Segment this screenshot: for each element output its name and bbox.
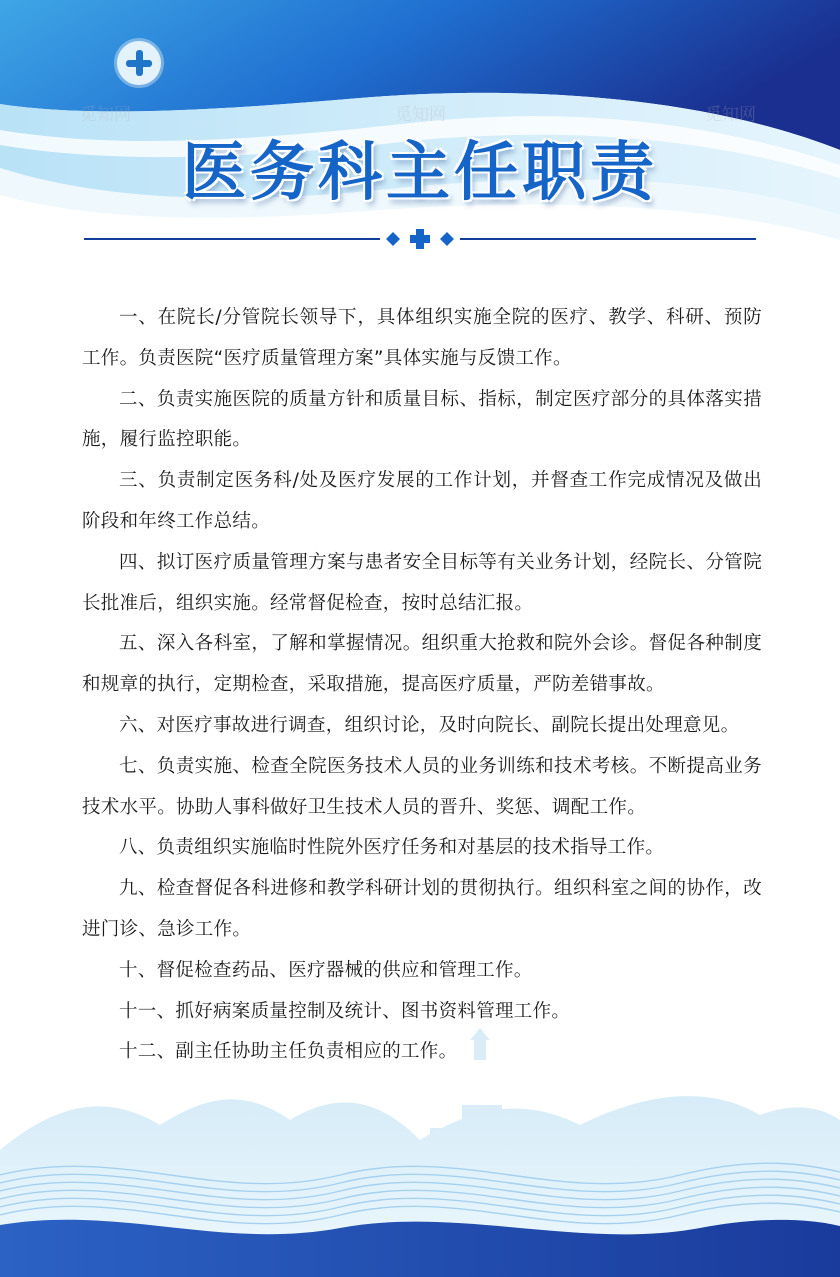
duty-list [82,298,762,1073]
watermark: 觅知网 [705,105,756,125]
footer-blue-wave [0,1220,840,1277]
page-title: 医务科主任职责 [182,136,658,210]
medical-cross-icon [117,41,161,85]
duty-item: 八、负责组织实施临时性院外医疗任务和对基层的技术指导工作。 [119,837,665,859]
duty-item: 四、拟订医疗质量管理方案与患者安全目标等有关业务计划，经院长、分管院长批准后，组织实施。经常督促检查，按时总结汇报。 [82,551,762,614]
cross-diamond-divider-icon [84,228,756,250]
watermark: 觅知网 [395,105,446,125]
duty-item: 三、负责制定医务科/处及医疗发展的工作计划，并督查工作完成情况及做出阶段和年终工作总结。 [82,470,762,532]
duty-item: 十一、抓好病案质量控制及统计、图书资料管理工作。 [119,1000,571,1022]
duty-item: 二、负责实施医院的质量方针和质量目标、指标，制定医疗部分的具体落实措施，履行监控职能。 [82,388,762,451]
duty-item: 十二、副主任协助主任负责相应的工作。 [119,1041,458,1063]
duty-item: 一、在院长/分管院长领导下，具体组织实施全院的医疗、教学、科研、预防工作。负责医院“医疗质量管理方案”具体实施与反馈工作。 [82,307,762,369]
duty-item: 九、检查督促各科进修和教学科研计划的贯彻执行。组织科室之间的协作，改进门诊、急诊工作。 [82,878,762,940]
duty-item: 五、深入各科室，了解和掌握情况。组织重大抢救和院外会诊。督促各种制度和规章的执行，定期检查，采取措施，提高医疗质量，严防差错事故。 [82,633,762,696]
watermark: 觅知网 [80,105,131,125]
duty-item: 七、负责实施、检查全院医务技术人员的业务训练和技术考核。不断提高业务技术水平。协助人事科做好卫生技术人员的晋升、奖惩、调配工作。 [82,755,762,818]
duty-item: 十、督促检查药品、医疗器械的供应和管理工作。 [119,959,533,981]
duty-item: 六、对医疗事故进行调查，组织讨论，及时向院长、副院长提出处理意见。 [119,714,740,736]
